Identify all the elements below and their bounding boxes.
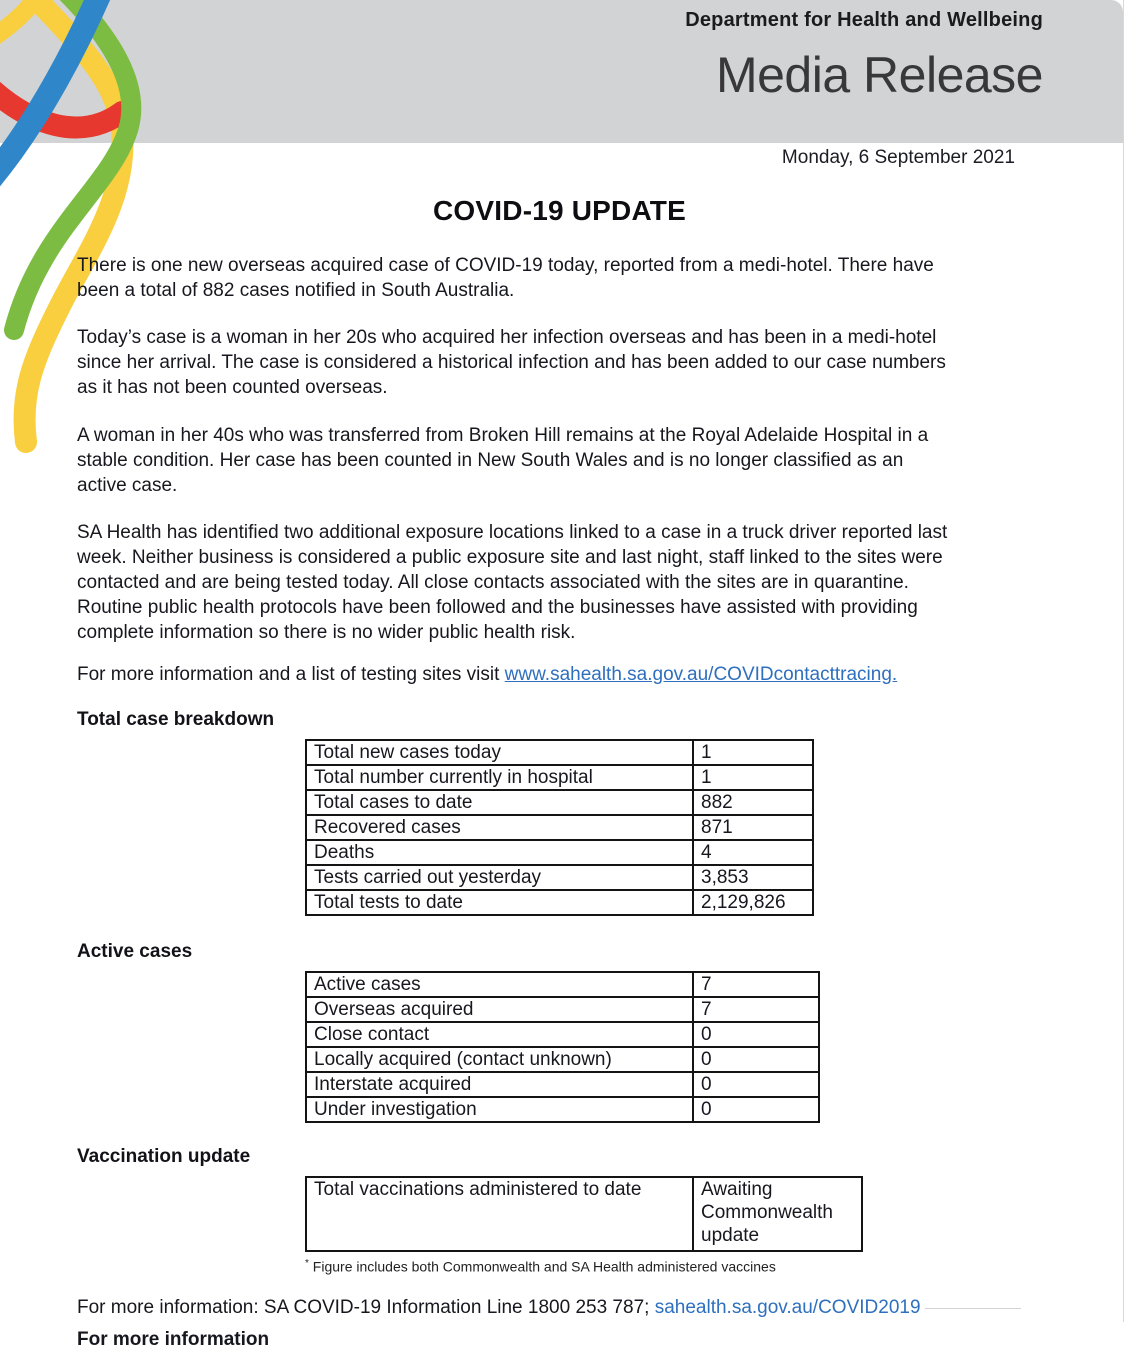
table-row bbox=[306, 997, 819, 1022]
vaccination-table bbox=[305, 1176, 863, 1252]
covid2019-link[interactable]: sahealth.sa.gov.au/COVID2019 bbox=[654, 1296, 921, 1318]
active-cases-table bbox=[305, 971, 820, 1123]
paragraph-line: week. Neither business is considered a public exposure site and last night, staff linked to the sites were bbox=[77, 547, 943, 568]
paragraph-line: Today’s case is a woman in her 20s who acquired her infection overseas and has been in a medi-hotel bbox=[77, 327, 937, 348]
cutoff-next-section-heading: For more information bbox=[77, 1328, 270, 1350]
footnote-text: Figure includes both Commonwealth and SA Health administered vaccines bbox=[308, 1258, 776, 1275]
row-label: Under investigation bbox=[306, 1097, 693, 1122]
paragraph-line: since her arrival. The case is considered a historical infection and has been added to our case numbers bbox=[77, 352, 946, 373]
row-label: Recovered cases bbox=[306, 815, 693, 840]
row-label: Tests carried out yesterday bbox=[306, 865, 693, 890]
table-row bbox=[306, 790, 813, 815]
row-value: 1 bbox=[693, 765, 813, 790]
table-row bbox=[306, 972, 819, 997]
row-value: 0 bbox=[693, 1022, 819, 1047]
paragraph-line: as it has not been counted overseas. bbox=[77, 377, 388, 398]
row-label: Interstate acquired bbox=[306, 1072, 693, 1097]
document-type-title: Media Release bbox=[715, 47, 1043, 103]
page-title: COVID-19 UPDATE bbox=[433, 195, 686, 226]
department-name: Department for Health and Wellbeing bbox=[685, 9, 1043, 31]
trailing-rule bbox=[925, 1308, 1021, 1309]
row-value: 7 bbox=[693, 972, 819, 997]
row-value: 7 bbox=[693, 997, 819, 1022]
paragraph-line: active case. bbox=[77, 475, 178, 496]
row-label: Close contact bbox=[306, 1022, 693, 1047]
paragraph-line: There is one new overseas acquired case of COVID-19 today, reported from a medi-hotel. There have bbox=[77, 255, 934, 276]
covid-contact-tracing-link[interactable]: www.sahealth.sa.gov.au/COVIDcontacttracing. bbox=[504, 664, 898, 685]
section-heading-total-case-breakdown: Total case breakdown bbox=[77, 709, 275, 730]
row-label: Deaths bbox=[306, 840, 693, 865]
testing-sites-text: For more information and a list of testing sites visit bbox=[77, 664, 505, 685]
section-heading-active-cases: Active cases bbox=[77, 941, 193, 962]
testing-sites-line bbox=[77, 662, 1042, 687]
paragraph-line: A woman in her 40s who was transferred from Broken Hill remains at the Royal Adelaide Hospital in a bbox=[77, 425, 929, 446]
section-heading-vaccination-update: Vaccination update bbox=[77, 1146, 251, 1167]
page-edge-rule bbox=[1123, 0, 1124, 1322]
row-label: Locally acquired (contact unknown) bbox=[306, 1047, 693, 1072]
paragraph-broken-hill bbox=[77, 423, 1042, 498]
footnote-marker: * bbox=[305, 1258, 309, 1269]
row-value: 0 bbox=[693, 1047, 819, 1072]
table-row bbox=[306, 890, 813, 915]
row-label: Total tests to date bbox=[306, 890, 693, 915]
release-date: Monday, 6 September 2021 bbox=[781, 147, 1015, 168]
table-row bbox=[306, 840, 813, 865]
table-row bbox=[306, 740, 813, 765]
paragraph-new-case bbox=[77, 253, 1042, 303]
row-label: Total cases to date bbox=[306, 790, 693, 815]
row-value: 882 bbox=[693, 790, 813, 815]
table-row bbox=[306, 1022, 819, 1047]
paragraph-line: stable condition. Her case has been counted in New South Wales and is no longer classified as an bbox=[77, 450, 904, 471]
vaccination-footnote bbox=[305, 1256, 1042, 1275]
table-row bbox=[306, 865, 813, 890]
row-value: 0 bbox=[693, 1072, 819, 1097]
row-value: Awaiting Commonwealth update bbox=[693, 1177, 862, 1251]
info-line-text: For more information: SA COVID-19 Information Line 1800 253 787; bbox=[77, 1296, 655, 1318]
paragraph-todays-case bbox=[77, 325, 1042, 400]
paragraph-line: complete information so there is no wider public health risk. bbox=[77, 622, 576, 643]
table-row bbox=[306, 815, 813, 840]
row-value: 1 bbox=[693, 740, 813, 765]
info-line bbox=[77, 1295, 1042, 1320]
row-label: Total number currently in hospital bbox=[306, 765, 693, 790]
total-case-breakdown-table bbox=[305, 739, 814, 916]
row-value: 4 bbox=[693, 840, 813, 865]
table-row bbox=[306, 1047, 819, 1072]
row-label: Total vaccinations administered to date bbox=[306, 1177, 693, 1251]
row-label: Overseas acquired bbox=[306, 997, 693, 1022]
row-value: 0 bbox=[693, 1097, 819, 1122]
paragraph-line: Routine public health protocols have been followed and the businesses have assisted with providing bbox=[77, 597, 918, 618]
paragraph-line: contacted and are being tested today. All close contacts associated with the sites are in quarantine. bbox=[77, 572, 909, 593]
row-label: Total new cases today bbox=[306, 740, 693, 765]
table-row bbox=[306, 1097, 819, 1122]
paragraph-exposure-locations bbox=[77, 520, 1042, 645]
logo-ribbon-yellow-2 bbox=[0, 0, 44, 44]
row-label: Active cases bbox=[306, 972, 693, 997]
row-value: 871 bbox=[693, 815, 813, 840]
table-row bbox=[306, 1177, 862, 1251]
row-value: 3,853 bbox=[693, 865, 813, 890]
paragraph-line: been a total of 882 cases notified in South Australia. bbox=[77, 280, 515, 301]
table-row bbox=[306, 1072, 819, 1097]
paragraph-line: SA Health has identified two additional exposure locations linked to a case in a truck driver reported last bbox=[77, 522, 948, 543]
table-row bbox=[306, 765, 813, 790]
row-value: 2,129,826 bbox=[693, 890, 813, 915]
